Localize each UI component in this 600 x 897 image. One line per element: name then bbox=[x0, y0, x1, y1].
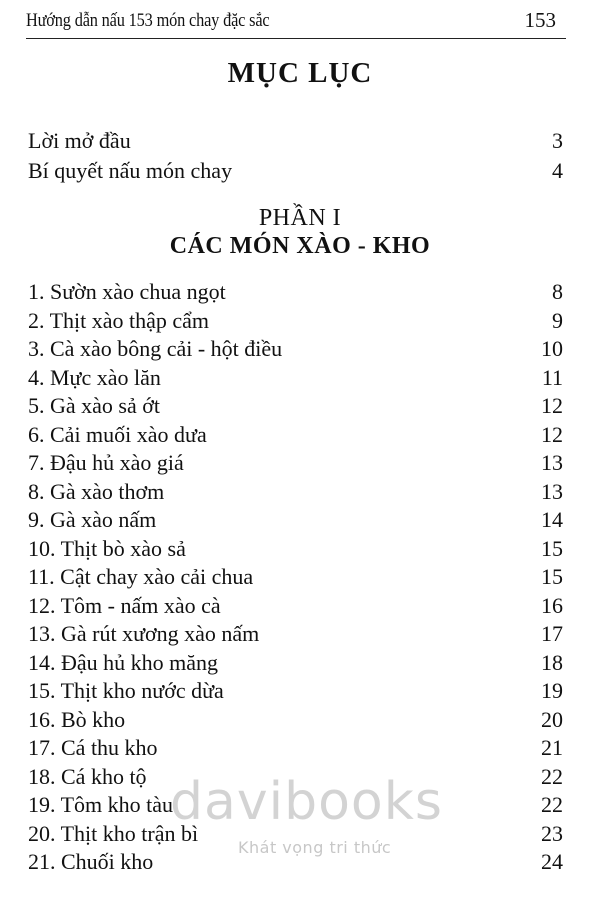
toc-entry-page: 16 bbox=[541, 592, 563, 618]
toc-entry-label: 9. Gà xào nấm bbox=[28, 507, 157, 532]
toc-entry-page: 13 bbox=[541, 450, 563, 475]
toc-entry bbox=[28, 335, 563, 363]
toc-entry-label: 14. Đậu hủ kho măng bbox=[28, 649, 219, 675]
toc-entry-page: 3 bbox=[552, 128, 563, 153]
toc-entry-label: 18. Cá kho tộ bbox=[28, 763, 147, 789]
toc-entry-page: 17 bbox=[541, 621, 563, 646]
toc-entry-page: 11 bbox=[541, 364, 563, 390]
toc-entry bbox=[28, 449, 563, 477]
toc-entry-page: 13 bbox=[541, 478, 563, 504]
part-subtitle: CÁC MÓN XÀO - KHO bbox=[169, 233, 431, 259]
page-number: 153 bbox=[524, 8, 556, 32]
toc-entry bbox=[28, 278, 563, 306]
toc-entry bbox=[28, 127, 563, 155]
toc-entry-page: 18 bbox=[541, 649, 563, 675]
toc-heading: MỤC LỤC bbox=[227, 57, 373, 89]
toc-entry bbox=[28, 478, 563, 506]
toc-entry-label: 17. Cá thu kho bbox=[28, 735, 158, 760]
toc-entry bbox=[28, 364, 563, 392]
toc-entry-label: 13. Gà rút xương xào nấm bbox=[28, 621, 260, 646]
toc-entry bbox=[28, 307, 563, 335]
toc-entry bbox=[28, 820, 563, 848]
running-header bbox=[26, 6, 566, 39]
toc-entry bbox=[28, 649, 563, 677]
toc-entry bbox=[28, 506, 563, 534]
toc-entry bbox=[28, 848, 563, 876]
toc-entry bbox=[28, 592, 563, 620]
toc-entry-label: 15. Thịt kho nước dừa bbox=[28, 678, 224, 703]
watermark-tagline: Khát vọng tri thức bbox=[238, 838, 392, 857]
toc-entry-label: 19. Tôm kho tàu bbox=[28, 792, 174, 817]
toc-entry-label: 7. Đậu hủ xào giá bbox=[28, 450, 184, 475]
toc-entry-label: 12. Tôm - nấm xào cà bbox=[28, 592, 221, 618]
toc-entry-page: 8 bbox=[552, 279, 563, 304]
toc-entry-label: 10. Thịt bò xào sả bbox=[28, 535, 186, 561]
toc-entry bbox=[28, 677, 563, 705]
toc-entry bbox=[28, 563, 563, 591]
toc-entry-page: 15 bbox=[541, 564, 563, 589]
toc-entry-label: 5. Gà xào sả ớt bbox=[28, 393, 160, 418]
toc-entry-label: 20. Thịt kho trận bì bbox=[28, 820, 199, 846]
toc-entry-page: 21 bbox=[541, 735, 563, 760]
toc-entry-label: 21. Chuối kho bbox=[28, 849, 154, 874]
toc-entry bbox=[28, 421, 563, 449]
book-title: Hướng dẫn nấu 153 món chay đặc sắc bbox=[26, 10, 270, 31]
toc-entry-page: 19 bbox=[541, 678, 563, 703]
toc-entry-label: Bí quyết nấu món chay bbox=[28, 158, 233, 183]
toc-entry-label: 6. Cải muối xào dưa bbox=[28, 421, 207, 447]
toc-entry-label: 11. Cật chay xào cải chua bbox=[28, 564, 254, 589]
toc-entry-label: 4. Mực xào lăn bbox=[28, 364, 161, 390]
toc-entry-label: 3. Cà xào bông cải - hột điều bbox=[28, 336, 283, 361]
toc-entry-page: 22 bbox=[541, 792, 563, 817]
toc-entry-page: 14 bbox=[541, 507, 563, 532]
watermark-brand: davibooks bbox=[170, 772, 443, 832]
toc-entry bbox=[28, 763, 563, 791]
toc-entry-page: 22 bbox=[541, 763, 563, 789]
toc-entry-label: 8. Gà xào thơm bbox=[28, 478, 165, 504]
toc-entry bbox=[28, 535, 563, 563]
toc-entry bbox=[28, 620, 563, 648]
toc-entry-label: 1. Sườn xào chua ngọt bbox=[28, 279, 226, 304]
toc-entry bbox=[28, 791, 563, 819]
toc-entry-page: 15 bbox=[541, 535, 563, 561]
toc-entry bbox=[28, 734, 563, 762]
toc-entry-page: 10 bbox=[541, 336, 563, 361]
toc-entry-label: 16. Bò kho bbox=[28, 706, 126, 732]
toc-entry-page: 24 bbox=[541, 849, 563, 874]
toc-entry-page: 20 bbox=[541, 706, 563, 732]
toc-entry-page: 12 bbox=[541, 393, 563, 418]
part-title: PHẦN I bbox=[258, 205, 342, 231]
toc-entry-page: 12 bbox=[541, 421, 563, 447]
toc-entry-page: 4 bbox=[552, 158, 563, 183]
toc-entry bbox=[28, 392, 563, 420]
toc-entry bbox=[28, 706, 563, 734]
toc-entry bbox=[28, 157, 563, 185]
toc-entry-page: 23 bbox=[541, 820, 563, 846]
toc-entry-page: 9 bbox=[552, 307, 563, 333]
toc-entry-label: 2. Thịt xào thập cẩm bbox=[28, 307, 210, 333]
toc-entry-label: Lời mở đầu bbox=[28, 128, 131, 153]
